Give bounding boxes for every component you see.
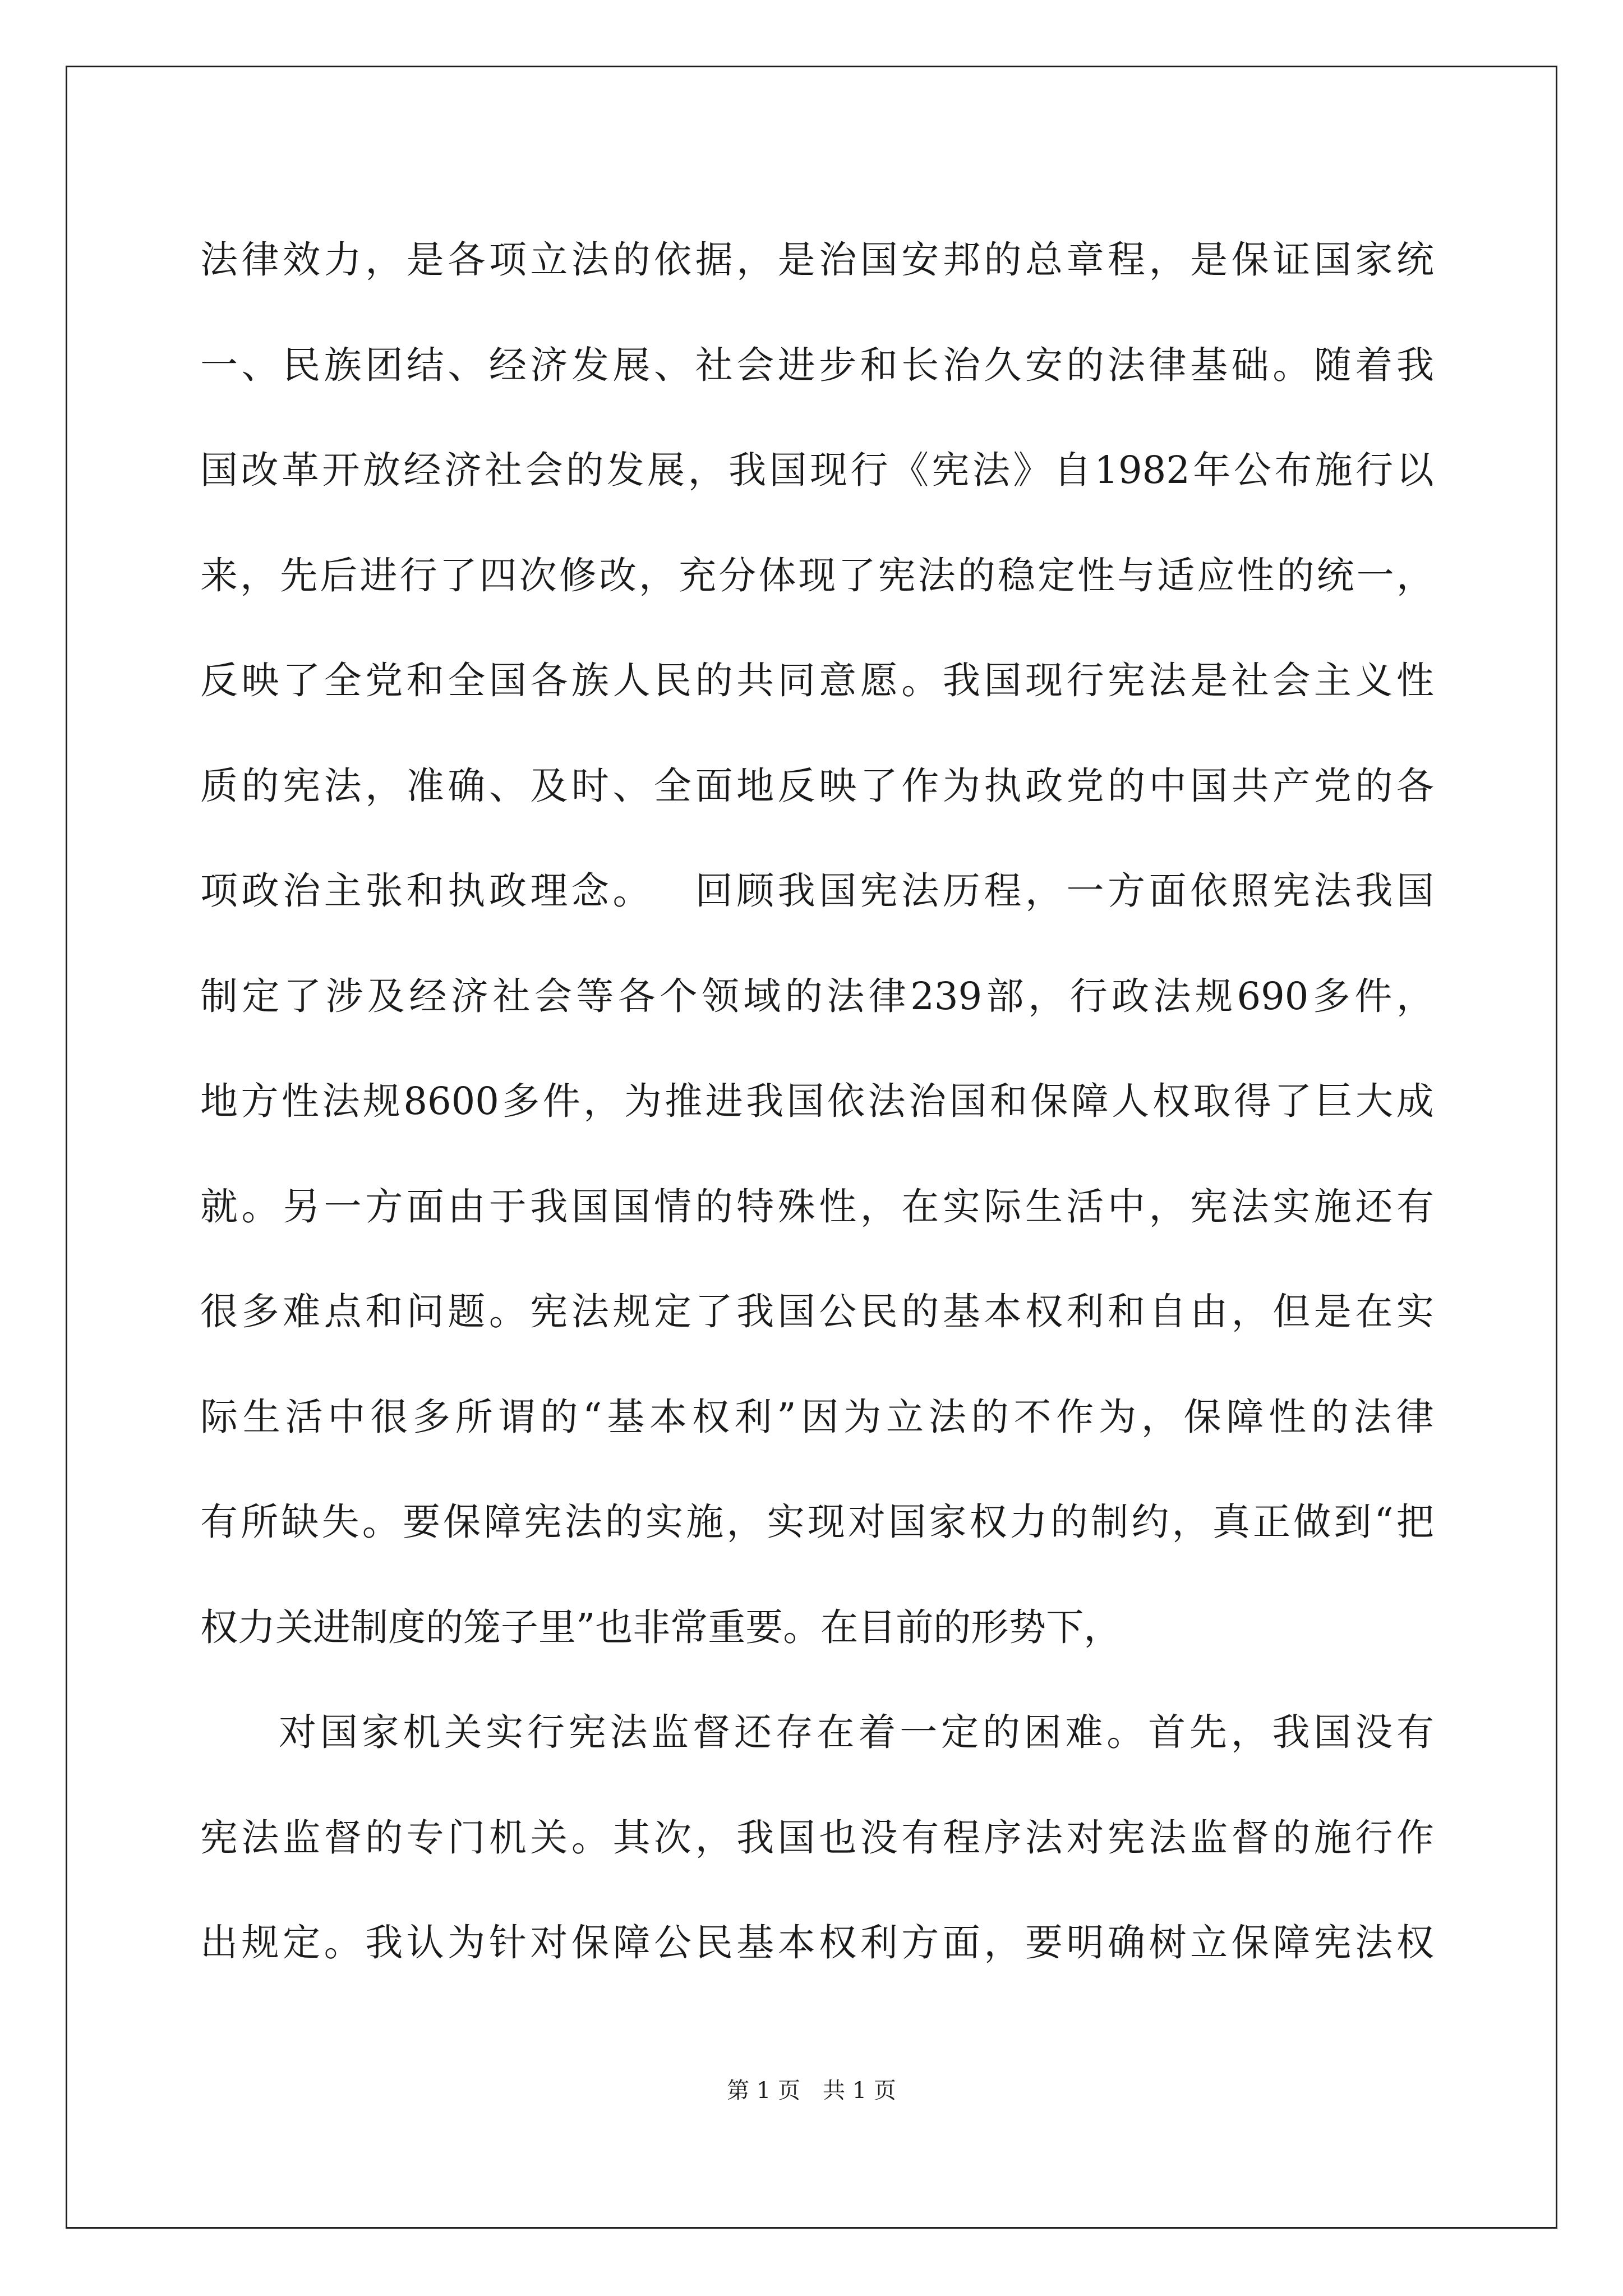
text-line: 很 多 难 点 和 问 题 。 宪 法 规 定 了 我 国 公 民 的 基 本 权 利 和 自 由 ， 但 是 在 实 (200, 1290, 1434, 1333)
text-line: 法 律 效 力 ， 是 各 项 立 法 的 依 据 ， 是 治 国 安 邦 的 总 章 程 ， 是 保 证 国 家 统 (200, 238, 1434, 282)
text-line: 国 改 革 开 放 经 济 社 会 的 发 展 ， 我 国 现 行 《 宪 法 》 自 1982 年 公 布 施 行 以 (200, 448, 1434, 492)
text-line: 出 规 定 。 我 认 为 针 对 保 障 公 民 基 本 权 利 方 面 ， 要 明 确 树 立 保 障 宪 法 权 (200, 1921, 1434, 1964)
text-line: 就 。 另 一 方 面 由 于 我 国 国 情 的 特 殊 性 ， 在 实 际 生 活 中 ， 宪 法 实 施 还 有 (200, 1184, 1434, 1228)
text-line: 宪 法 监 督 的 专 门 机 关 。 其 次 ， 我 国 也 没 有 程 序 法 对 宪 法 监 督 的 施 行 作 (200, 1815, 1434, 1860)
text-line: 一 、 民 族 团 结 、 经 济 发 展 、 社 会 进 步 和 长 治 久 安 的 法 律 基 础 。 随 着 我 (200, 343, 1434, 387)
text-line: 有 所 缺 失 。 要 保 障 宪 法 的 实 施 ， 实 现 对 国 家 权 力 的 制 约 ， 真 正 做 到 “ 把 (200, 1500, 1434, 1544)
text-line: 地 方 性 法 规 8600 多 件 ， 为 推 进 我 国 依 法 治 国 和 保 障 人 权 取 得 了 巨 大 成 (200, 1079, 1434, 1123)
text-line: 际 生 活 中 很 多 所 谓 的 “ 基 本 权 利 ” 因 为 立 法 的 不 作 为 ， 保 障 性 的 法 律 (200, 1395, 1434, 1439)
text-line: 质 的 宪 法 ， 准 确 、 及 时 、 全 面 地 反 映 了 作 为 执 政 党 的 中 国 共 产 党 的 各 (200, 763, 1434, 808)
text-line: 项 政 治 主 张 和 执 政 理 念 。 回 顾 我 国 宪 法 历 程 ， 一 方 面 依 照 宪 法 我 国 (200, 869, 1434, 913)
text-line: 制 定 了 涉 及 经 济 社 会 等 各 个 领 域 的 法 律 239 部 ， 行 政 法 规 690 多 件 ， (200, 974, 1434, 1018)
paragraph-first-line: 对 国 家 机 关 实 行 宪 法 监 督 还 存 在 着 一 定 的 困 难 。 首 先 ， 我 国 没 有 (279, 1710, 1434, 1754)
page-number-footer: 第 1 页 共 1 页 (727, 2078, 896, 2104)
text-line: 权力关进制度的笼子里”也非常重要。在目前的形势下， (200, 1605, 1122, 1649)
text-line: 反 映 了 全 党 和 全 国 各 族 人 民 的 共 同 意 愿 。 我 国 现 行 宪 法 是 社 会 主 义 性 (200, 659, 1434, 702)
text-line: 来 ， 先 后 进 行 了 四 次 修 改 ， 充 分 体 现 了 宪 法 的 稳 定 性 与 适 应 性 的 统 一 ， (200, 553, 1434, 597)
document-body (200, 208, 1434, 1996)
